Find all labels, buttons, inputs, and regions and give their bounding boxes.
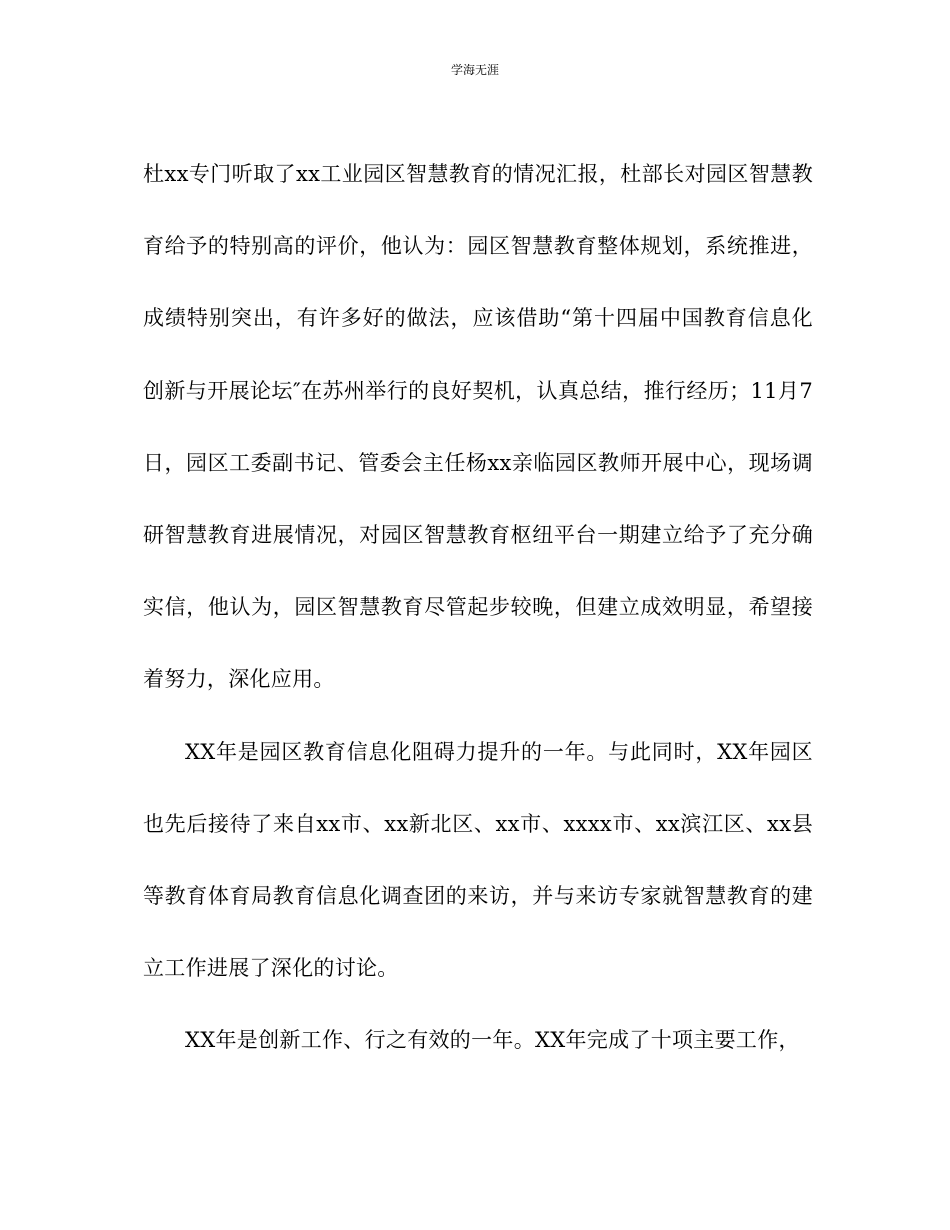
page-header: 学海无涯 — [450, 63, 499, 77]
paragraph: XX年是园区教育信息化阻碍力提升的一年。与此同时，XX年园区也先后接待了来自xx市、xx新北区、xx市、xxxx市、xx滨江区、xx县等教育体育局教育信息化调查团的来访，并与来访专家就智慧教育的建立工作进展了深化的讨论。 — [143, 739, 813, 981]
paragraph: 杜xx专门听取了xx工业园区智慧教育的情况汇报，杜部长对园区智慧教育给予的特别高的评价，他认为：园区智慧教育整体规划，系统推进，成绩特别突出，有许多好的做法，应该借助“第十四届中国教育信息化创新与开展论坛″在苏州举行的良好契机，认真总结，推行经历；11月7日，园区工委副书记、管委会主任杨xx亲临园区教师开展中心，现场调研智慧教育进展情况，对园区智慧教育枢纽平台一期建立给予了充分确实信，他认为，园区智慧教育尽管起步较晚，但建立成效明显，希望接着努力，深化应用。 — [143, 162, 813, 692]
document-body — [143, 138, 813, 1077]
paragraph: XX年是创新工作、行之有效的一年。XX年完成了十项主要工作， — [185, 1028, 800, 1053]
